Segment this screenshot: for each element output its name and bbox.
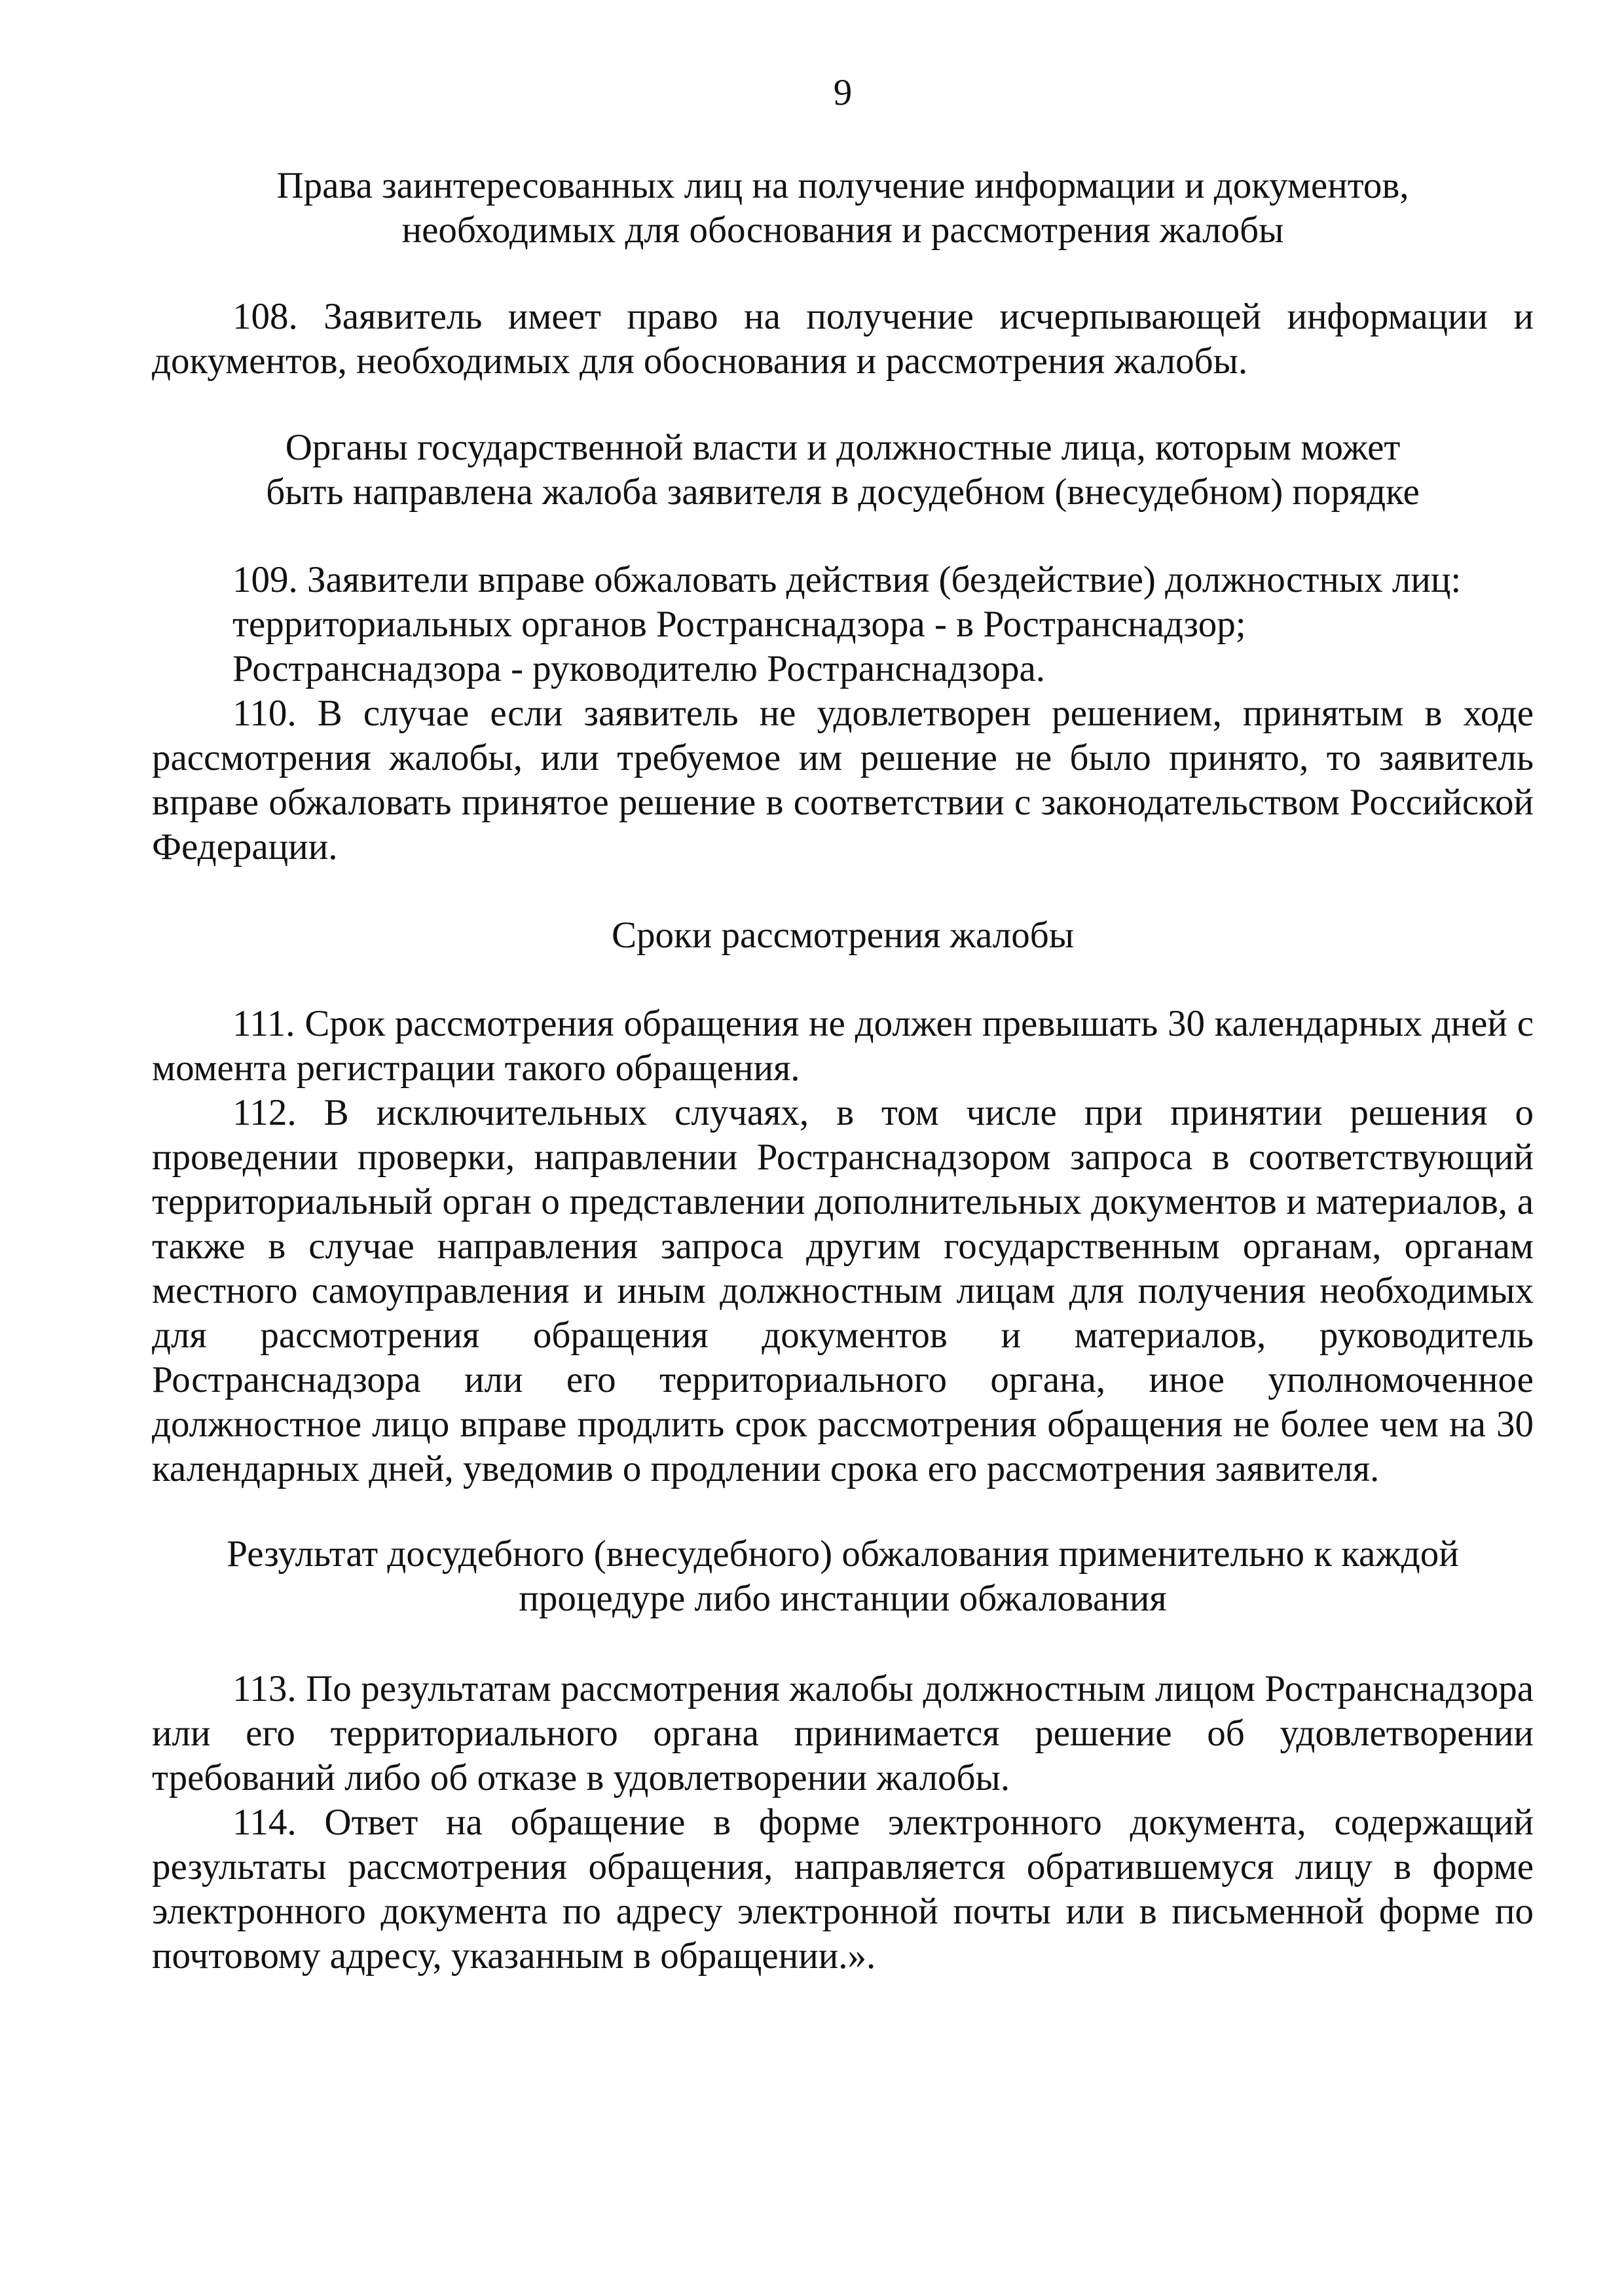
paragraph-109-line-2: территориальных органов Ространснадзора - в Ространснадзор;: [232, 604, 1246, 645]
paragraph-112: 112. В исключительных случаях, в том числе при принятии решения о проведении проверки, направлении Ространснадзором запроса в соответствующий территориальный орган о представлении дополнительных документов и материалов, а также в случае направления запроса другим государственным органам, органам местного самоуправления и иным должностным лицам для получения необходимых для рассмотрения обращения документов и материалов, руководитель Ространснадзора или его территориального органа, иное уполномоченное должностное лицо вправе продлить срок рассмотрения обращения не более чем на 30 календарных дней, уведомив о продлении срока его рассмотрения заявителя.: [152, 1092, 1534, 1489]
paragraph-109-line-1: 109. Заявители вправе обжаловать действия (бездействие) должностных лиц:: [232, 559, 1462, 600]
organs-heading: Органы государственной власти и должностные лица, которым может быть направлена жалоба заявителя в досудебном (внесудебном) порядке: [266, 427, 1420, 513]
paragraph-108: 108. Заявитель имеет право на получение исчерпывающей информации и документов, необходимых для обоснования и рассмотрения жалобы.: [152, 296, 1534, 382]
paragraph-114: 114. Ответ на обращение в форме электронного документа, содержащий результаты рассмотрения обращения, направляется обратившемуся лицу в форме электронного документа по адресу электронной почты или в письменной форме по почтовому адресу, указанным в обращении.».: [152, 1802, 1534, 1977]
rights-heading: Права заинтересованных лиц на получение информации и документов, необходимых для обоснования и рассмотрения жалобы: [276, 165, 1409, 251]
result-heading: Результат досудебного (внесудебного) обжалования применительно к каждой процедуре либо инстанции обжалования: [227, 1533, 1459, 1619]
paragraph-111: 111. Срок рассмотрения обращения не должен превышать 30 календарных дней с момента регистрации такого обращения.: [152, 1003, 1534, 1089]
page-number: 9: [833, 72, 853, 113]
paragraph-109-line-3: Ространснадзора - руководителю Ространснадзора.: [232, 648, 1046, 689]
paragraph-110: 110. В случае если заявитель не удовлетворен решением, принятым в ходе рассмотрения жалобы, или требуемое им решение не было принято, то заявитель вправе обжаловать принятое решение в соответствии с законодательством Российской Федерации.: [152, 693, 1534, 867]
terms-heading: Сроки рассмотрения жалобы: [612, 915, 1074, 956]
paragraph-113: 113. По результатам рассмотрения жалобы должностным лицом Ространснадзора или его территориального органа принимается решение об удовлетворении требований либо об отказе в удовлетворении жалобы.: [152, 1668, 1534, 1798]
